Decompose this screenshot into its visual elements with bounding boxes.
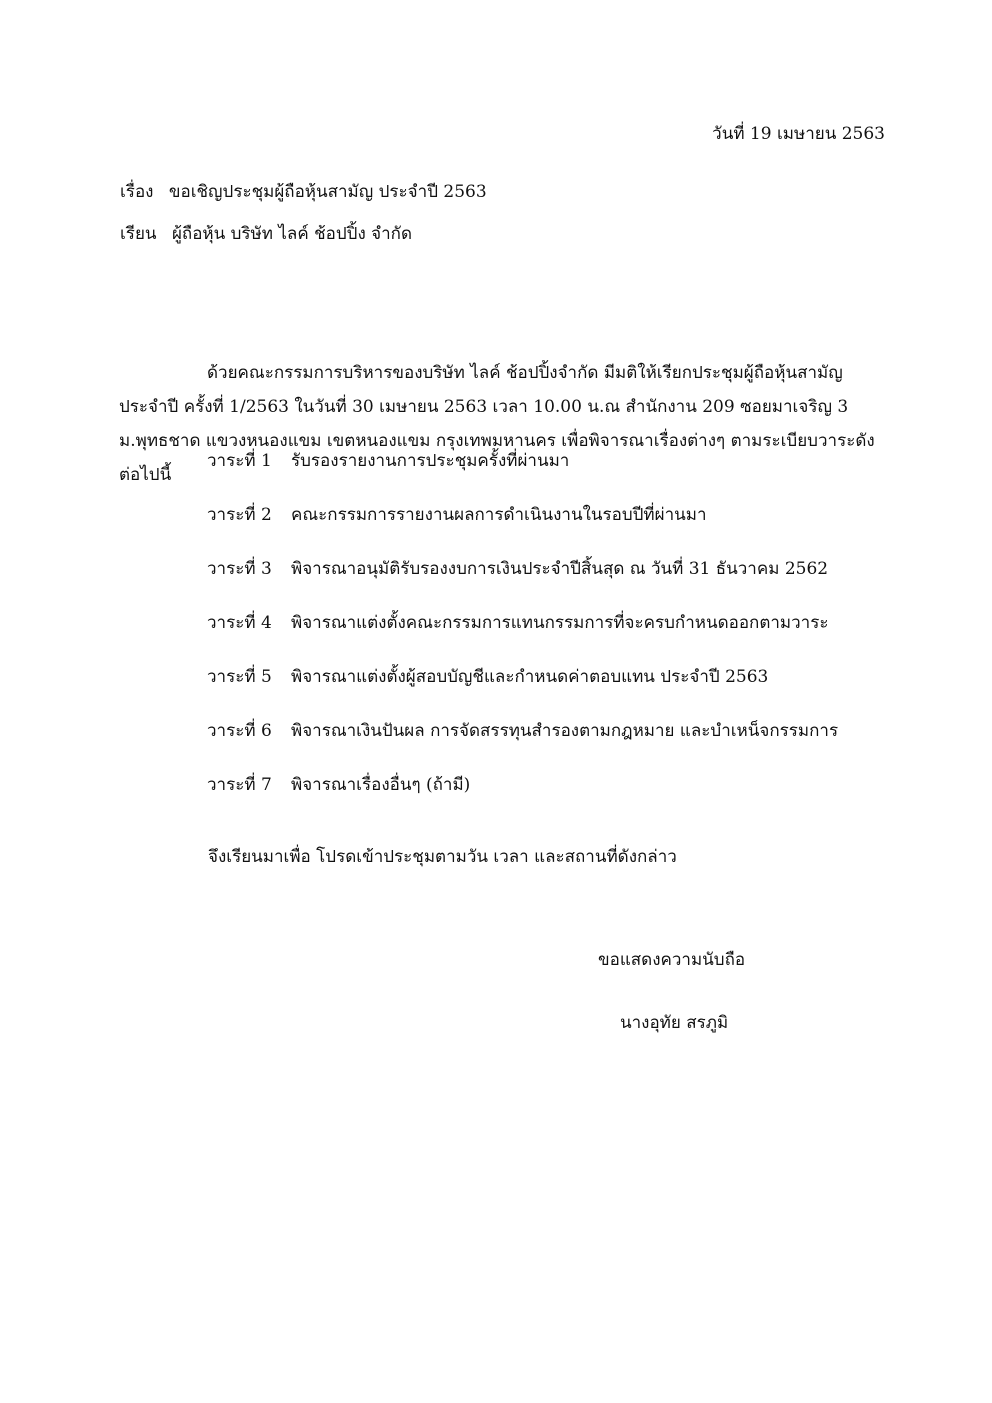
agenda-item xyxy=(207,667,838,721)
recipient-text: ผู้ถือหุ้น บริษัท ไลค์ ช้อปปิ้ง จำกัด xyxy=(171,224,412,244)
agenda-text: พิจารณาแต่งตั้งผู้สอบบัญชีและกำหนดค่าตอบแทน ประจำปี 2563 xyxy=(291,667,769,687)
agenda-text: พิจารณาแต่งตั้งคณะกรรมการแทนกรรมการที่จะครบกำหนดออกตามวาระ xyxy=(291,613,829,633)
agenda-text: รับรองรายงานการประชุมครั้งที่ผ่านมา xyxy=(291,451,570,471)
agenda-number: วาระที่ 3 xyxy=(207,559,272,579)
agenda-item xyxy=(207,559,838,613)
agenda-list xyxy=(207,451,838,829)
subject-label: เรื่อง xyxy=(120,182,154,202)
agenda-number: วาระที่ 4 xyxy=(207,613,272,633)
agenda-item xyxy=(207,721,838,775)
subject-text: ขอเชิญประชุมผู้ถือหุ้นสามัญ ประจำปี 2563 xyxy=(168,182,487,202)
agenda-item xyxy=(207,613,838,667)
agenda-number: วาระที่ 7 xyxy=(207,775,272,795)
agenda-text: พิจารณาเงินปันผล การจัดสรรทุนสำรองตามกฎหมาย และบำเหน็จกรรมการ xyxy=(291,721,839,741)
regards-line: ขอแสดงความนับถือ xyxy=(598,950,746,970)
agenda-text: พิจารณาอนุมัติรับรองงบการเงินประจำปีสิ้นสุด ณ วันที่ 31 ธันวาคม 2562 xyxy=(291,559,829,579)
agenda-number: วาระที่ 5 xyxy=(207,667,272,687)
agenda-number: วาระที่ 1 xyxy=(207,451,272,471)
recipient-label: เรียน xyxy=(120,224,157,244)
agenda-item xyxy=(207,505,838,559)
agenda-item xyxy=(207,775,838,829)
agenda-number: วาระที่ 2 xyxy=(207,505,272,525)
intro-paragraph: ด้วยคณะกรรมการบริหารของบริษัท ไลค์ ช้อปปิ้งจำกัด มีมติให้เรียกประชุมผู้ถือหุ้นสามัญ ประจำปี ครั้งที่ 1/2563 ในวันที่ 30 เมษายน 2563 เวลา 10.00 น.ณ สำนักงาน 209 ซอยมาเจริญ 3 ม.พุทธชาด แขวงหนองแขม เขตหนองแขม กรุงเทพมหานคร เพื่อพิจารณาเรื่องต่างๆ ตามระเบียบวาระดังต่อไปนี้ xyxy=(119,363,875,485)
agenda-text: พิจารณาเรื่องอื่นๆ (ถ้ามี) xyxy=(291,775,471,795)
agenda-item xyxy=(207,451,838,505)
document-date: วันที่ 19 เมษายน 2563 xyxy=(712,124,885,144)
subject-line xyxy=(120,182,487,202)
recipient-line xyxy=(120,224,412,244)
signer-name: นางอุทัย สรภูมิ xyxy=(620,1013,729,1033)
agenda-text: คณะกรรมการรายงานผลการดำเนินงานในรอบปีที่ผ่านมา xyxy=(291,505,707,525)
agenda-number: วาระที่ 6 xyxy=(207,721,272,741)
closing-line: จึงเรียนมาเพื่อ โปรดเข้าประชุมตามวัน เวลา และสถานที่ดังกล่าว xyxy=(208,847,677,867)
